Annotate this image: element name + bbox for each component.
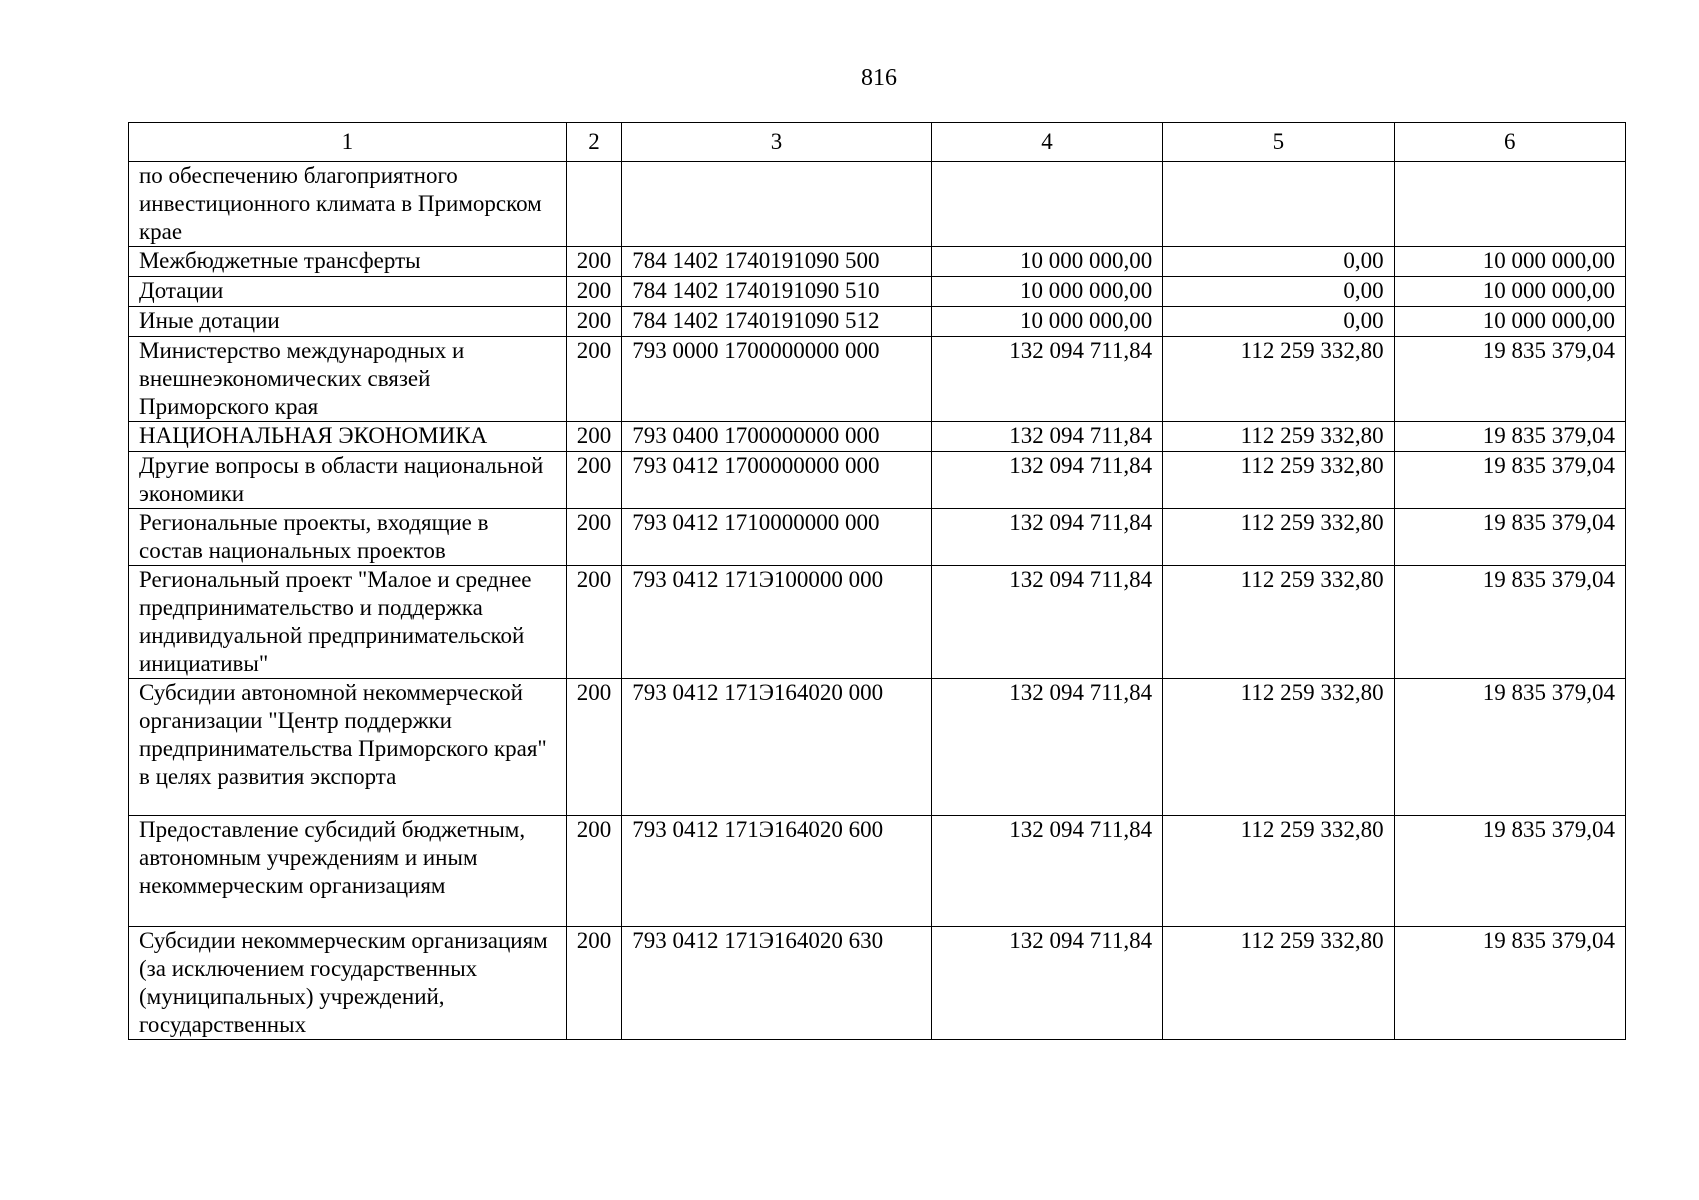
row-code: 784 1402 1740191090 510 (622, 277, 932, 307)
row-value-4: 10 000 000,00 (931, 307, 1162, 337)
row-value-5 (1163, 162, 1394, 247)
row-name: Дотации (129, 277, 567, 307)
row-grbs: 200 (566, 927, 621, 1040)
row-name: Предоставление субсидий бюджетным, автономным учреждениям и иным некоммерческим организациям (129, 816, 567, 927)
row-code (622, 162, 932, 247)
row-value-5: 112 259 332,80 (1163, 566, 1394, 679)
header-row (129, 123, 1626, 162)
row-name: Министерство международных и внешнеэкономических связей Приморского края (129, 337, 567, 422)
table-row (129, 452, 1626, 509)
row-name: Региональный проект "Малое и среднее предпринимательство и поддержка индивидуальной предпринимательской инициативы" (129, 566, 567, 679)
row-name: Иные дотации (129, 307, 567, 337)
row-value-6 (1394, 162, 1625, 247)
row-code: 793 0412 171Э100000 000 (622, 566, 932, 679)
row-value-4: 132 094 711,84 (931, 566, 1162, 679)
row-code: 784 1402 1740191090 512 (622, 307, 932, 337)
table-row (129, 337, 1626, 422)
row-grbs (566, 162, 621, 247)
row-name: Субсидии автономной некоммерческой организации "Центр поддержки предпринимательства Приморского края" в целях развития экспорта (129, 679, 567, 816)
row-code: 793 0412 1700000000 000 (622, 452, 932, 509)
row-value-5: 112 259 332,80 (1163, 422, 1394, 452)
table-row (129, 247, 1626, 277)
row-grbs: 200 (566, 307, 621, 337)
row-code: 793 0400 1700000000 000 (622, 422, 932, 452)
table-row (129, 509, 1626, 566)
row-value-4: 132 094 711,84 (931, 927, 1162, 1040)
row-value-5: 0,00 (1163, 307, 1394, 337)
table-row (129, 566, 1626, 679)
row-value-5: 0,00 (1163, 277, 1394, 307)
row-code: 784 1402 1740191090 500 (622, 247, 932, 277)
row-grbs: 200 (566, 337, 621, 422)
column-header: 1 (129, 123, 567, 162)
row-value-6: 10 000 000,00 (1394, 307, 1625, 337)
row-value-6: 19 835 379,04 (1394, 509, 1625, 566)
row-grbs: 200 (566, 509, 621, 566)
column-header: 4 (931, 123, 1162, 162)
table-row (129, 927, 1626, 1040)
row-grbs: 200 (566, 566, 621, 679)
row-value-4: 132 094 711,84 (931, 452, 1162, 509)
row-grbs: 200 (566, 679, 621, 816)
row-value-6: 19 835 379,04 (1394, 566, 1625, 679)
row-value-4: 132 094 711,84 (931, 509, 1162, 566)
row-value-5: 112 259 332,80 (1163, 679, 1394, 816)
row-value-5: 112 259 332,80 (1163, 816, 1394, 927)
table-row (129, 307, 1626, 337)
table-row (129, 816, 1626, 927)
row-grbs: 200 (566, 422, 621, 452)
row-value-6: 19 835 379,04 (1394, 422, 1625, 452)
row-name: по обеспечению благоприятного инвестиционного климата в Приморском крае (129, 162, 567, 247)
row-code: 793 0412 171Э164020 630 (622, 927, 932, 1040)
page-number: 816 (861, 65, 897, 91)
row-grbs: 200 (566, 277, 621, 307)
row-value-5: 112 259 332,80 (1163, 452, 1394, 509)
row-name: Межбюджетные трансферты (129, 247, 567, 277)
row-value-4: 10 000 000,00 (931, 247, 1162, 277)
row-value-4: 132 094 711,84 (931, 422, 1162, 452)
row-value-6: 19 835 379,04 (1394, 452, 1625, 509)
row-value-6: 19 835 379,04 (1394, 337, 1625, 422)
row-grbs: 200 (566, 452, 621, 509)
row-grbs: 200 (566, 816, 621, 927)
row-value-4 (931, 162, 1162, 247)
row-value-6: 19 835 379,04 (1394, 927, 1625, 1040)
row-value-4: 132 094 711,84 (931, 679, 1162, 816)
column-header: 5 (1163, 123, 1394, 162)
row-code: 793 0412 1710000000 000 (622, 509, 932, 566)
row-value-5: 0,00 (1163, 247, 1394, 277)
table-row (129, 162, 1626, 247)
row-code: 793 0412 171Э164020 000 (622, 679, 932, 816)
row-name: Другие вопросы в области национальной экономики (129, 452, 567, 509)
column-header: 3 (622, 123, 932, 162)
row-name: Региональные проекты, входящие в состав национальных проектов (129, 509, 567, 566)
column-header: 6 (1394, 123, 1625, 162)
row-grbs: 200 (566, 247, 621, 277)
table-row (129, 679, 1626, 816)
row-value-5: 112 259 332,80 (1163, 337, 1394, 422)
row-value-5: 112 259 332,80 (1163, 927, 1394, 1040)
budget-table (128, 122, 1626, 1040)
row-code: 793 0000 1700000000 000 (622, 337, 932, 422)
row-name: НАЦИОНАЛЬНАЯ ЭКОНОМИКА (129, 422, 567, 452)
row-name: Субсидии некоммерческим организациям (за исключением государственных (муниципальных) учреждений, государственных (129, 927, 567, 1040)
row-value-4: 10 000 000,00 (931, 277, 1162, 307)
row-value-5: 112 259 332,80 (1163, 509, 1394, 566)
column-header: 2 (566, 123, 621, 162)
row-value-6: 10 000 000,00 (1394, 247, 1625, 277)
row-code: 793 0412 171Э164020 600 (622, 816, 932, 927)
table-row (129, 277, 1626, 307)
row-value-6: 19 835 379,04 (1394, 816, 1625, 927)
row-value-6: 19 835 379,04 (1394, 679, 1625, 816)
row-value-4: 132 094 711,84 (931, 816, 1162, 927)
row-value-4: 132 094 711,84 (931, 337, 1162, 422)
row-value-6: 10 000 000,00 (1394, 277, 1625, 307)
table-row (129, 422, 1626, 452)
